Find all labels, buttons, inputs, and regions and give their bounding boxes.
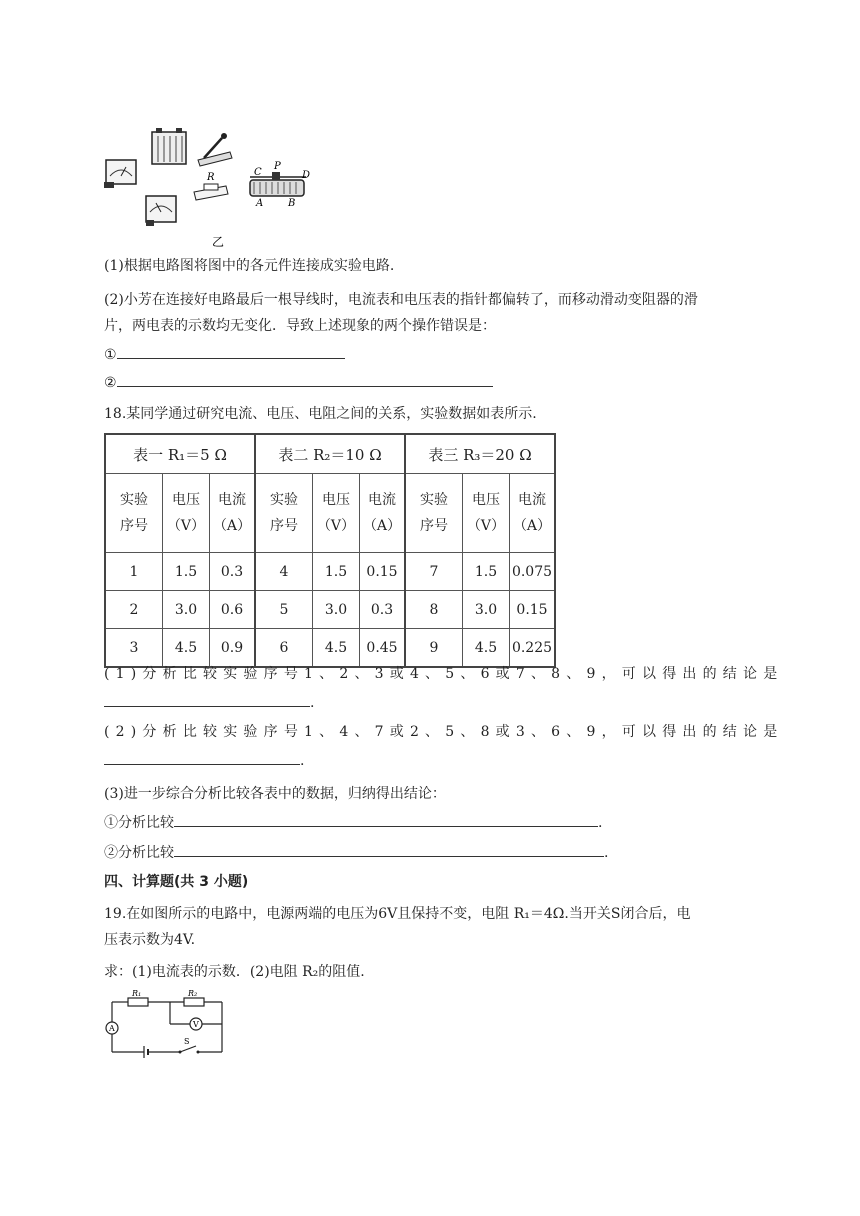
label-a: A: [256, 198, 264, 209]
voltmeter-device: [146, 196, 176, 226]
q18-sub3: (3)进一步综合分析比较各表中的数据，归纳得出结论：: [104, 786, 446, 802]
table-cell: 4.5: [313, 629, 360, 668]
table-cell: 0.45: [360, 629, 406, 668]
resistor-r: [194, 172, 228, 200]
table-cell: 8: [405, 591, 463, 629]
q18-sub3a-label: ①分析比较: [104, 815, 174, 831]
table-cell: 7: [405, 553, 463, 591]
q19-line3: 求：(1)电流表的示数．(2)电阻 R₂的阻值.: [104, 964, 365, 980]
circuit-diagram: [104, 988, 228, 1060]
q18-intro: 18.某同学通过研究电流、电压、电阻之间的关系，实验数据如表所示.: [104, 406, 537, 422]
table-cell: 4.5: [463, 629, 510, 668]
label-p: P: [274, 161, 281, 172]
table-group-3: 表三 R₃＝20 Ω: [405, 434, 555, 474]
table-cell: 6: [255, 629, 313, 668]
table-group-2: 表二 R₂＝10 Ω: [255, 434, 405, 474]
table-cell: 0.3: [360, 591, 406, 629]
data-table: [104, 433, 556, 668]
ammeter-device: [104, 160, 136, 188]
label-switch: S: [184, 1037, 190, 1046]
q19-line2: 压表示数为4V.: [104, 932, 196, 948]
table-cell: 0.9: [210, 629, 256, 668]
col-header: 电压 （V）: [313, 474, 360, 553]
table-cell: 4: [255, 553, 313, 591]
table-cell: 2: [105, 591, 163, 629]
section-title: 四、计算题(共 3 小题): [104, 874, 249, 890]
table-cell: 3.0: [463, 591, 510, 629]
table-cell: 1.5: [163, 553, 210, 591]
knife-switch: [198, 133, 232, 166]
answer-blank[interactable]: [174, 812, 598, 827]
rheostat: [250, 161, 310, 209]
q17-blank-1-mark: ①: [104, 347, 117, 363]
col-header: 实验 序号: [405, 474, 463, 553]
q18-sub1: (1)分析比较实验序号1、2、3或4、5、6或7、8、9，可以得出的结论是: [104, 666, 784, 682]
q18-sub3b-label: ②分析比较: [104, 845, 174, 861]
table-cell: 1: [105, 553, 163, 591]
col-header: 电压 （V）: [463, 474, 510, 553]
table-cell: 9: [405, 629, 463, 668]
table-cell: 5: [255, 591, 313, 629]
label-voltmeter: V: [193, 1020, 199, 1029]
label-r: R: [207, 172, 215, 183]
answer-blank[interactable]: [104, 750, 300, 765]
col-header: 电流 （A）: [510, 474, 556, 553]
label-d: D: [302, 170, 311, 181]
q17-part2-line2: 片，两电表的示数均无变化．导致上述现象的两个操作错误是：: [104, 318, 496, 334]
col-header: 实验 序号: [255, 474, 313, 553]
q17-blank-1: [104, 344, 345, 365]
answer-blank[interactable]: [117, 344, 345, 359]
table-cell: 0.3: [210, 553, 256, 591]
table-cell: 0.225: [510, 629, 556, 668]
q19-line1: 19.在如图所示的电路中，电源两端的电压为6V且保持不变，电阻 R₁＝4Ω.当开关S闭合后，电: [104, 906, 691, 922]
table-row: [105, 591, 555, 629]
col-header: 电压 （V）: [163, 474, 210, 553]
table-cell: 1.5: [463, 553, 510, 591]
answer-blank[interactable]: [174, 842, 604, 857]
period: .: [300, 753, 305, 769]
q17-blank-2: [104, 372, 493, 393]
q18-sub2: (2)分析比较实验序号1、4、7或2、5、8或3、6、9，可以得出的结论是: [104, 724, 784, 740]
table-row: [105, 553, 555, 591]
label-c: C: [254, 167, 262, 178]
col-header: 电流 （A）: [210, 474, 256, 553]
equipment-figure: [100, 122, 340, 250]
period: .: [604, 845, 609, 861]
table-cell: 0.6: [210, 591, 256, 629]
q18-sub3b: [104, 842, 608, 863]
q18-sub3a: [104, 812, 602, 833]
table-cell: 0.15: [510, 591, 556, 629]
q17-blank-2-mark: ②: [104, 375, 117, 391]
table-cell: 0.075: [510, 553, 556, 591]
label-b: B: [288, 198, 296, 209]
col-header: 实验 序号: [105, 474, 163, 553]
q17-part2-line1: (2)小芳在连接好电路最后一根导线时，电流表和电压表的指针都偏转了，而移动滑动变阻器的滑: [104, 292, 698, 308]
label-ammeter: A: [109, 1024, 115, 1033]
table-cell: 0.15: [360, 553, 406, 591]
q17-part1: (1)根据电路图将图中的各元件连接成实验电路.: [104, 258, 395, 274]
period: .: [598, 815, 603, 831]
battery-box: [152, 128, 186, 164]
figure-label-yi: 乙: [212, 235, 225, 249]
table-cell: 3.0: [163, 591, 210, 629]
answer-blank[interactable]: [104, 692, 310, 707]
table-row: [105, 629, 555, 668]
table-cell: 3: [105, 629, 163, 668]
answer-blank[interactable]: [117, 372, 493, 387]
q18-sub2-answer: [104, 750, 304, 771]
table-cell: 4.5: [163, 629, 210, 668]
q18-sub1-answer: [104, 692, 314, 713]
label-r2: R₂: [188, 989, 198, 998]
table-group-1: 表一 R₁＝5 Ω: [105, 434, 255, 474]
table-cell: 3.0: [313, 591, 360, 629]
period: .: [310, 695, 315, 711]
table-cell: 1.5: [313, 553, 360, 591]
col-header: 电流 （A）: [360, 474, 406, 553]
label-r1: R₁: [132, 989, 142, 998]
